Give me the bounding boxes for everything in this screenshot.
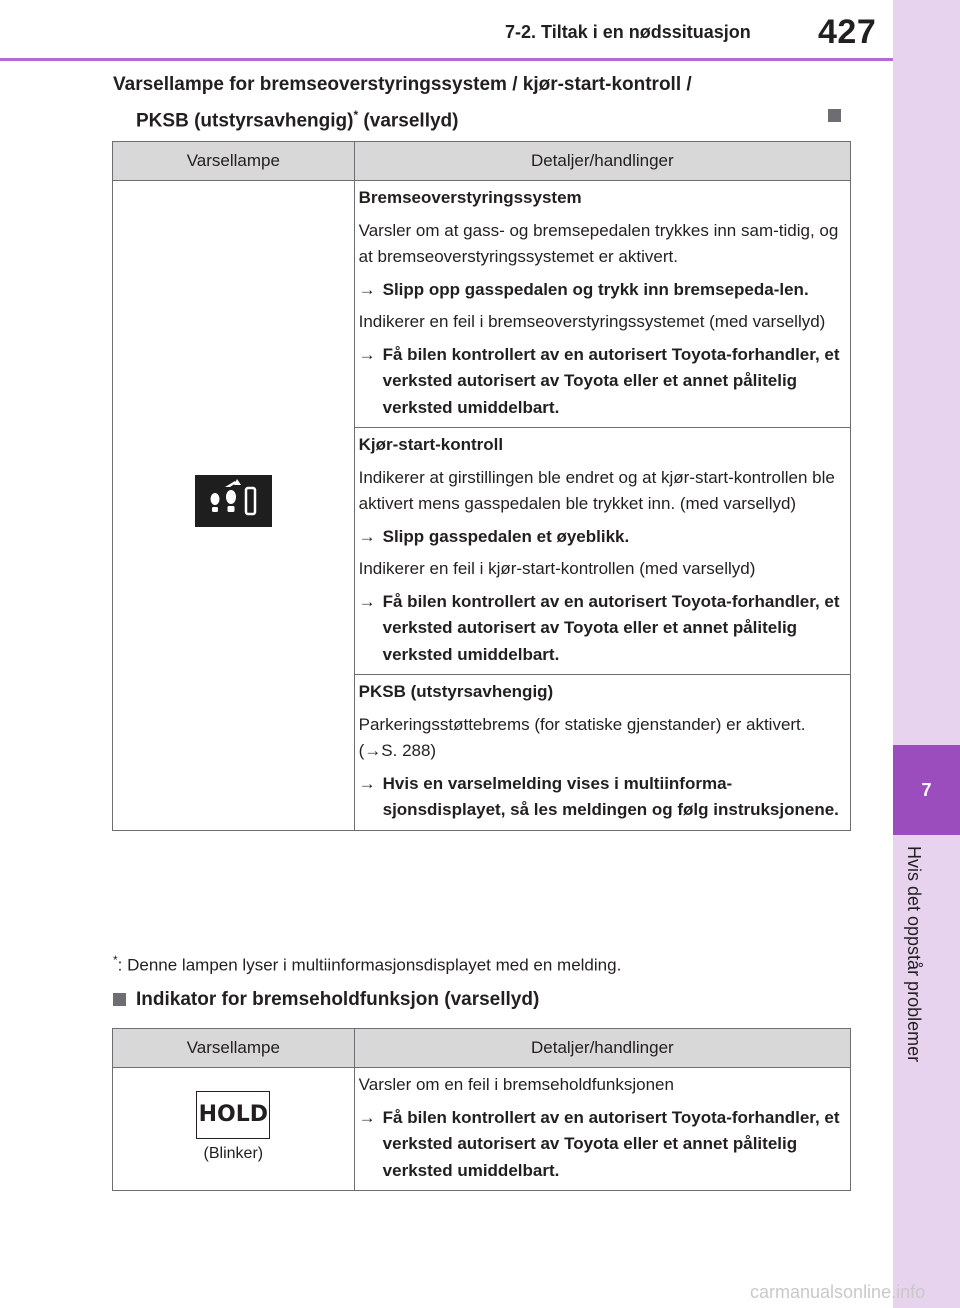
column-header-details: Detaljer/handlinger	[354, 142, 850, 181]
action-item	[359, 1105, 844, 1185]
block-title: PKSB (utstyrsavhengig)	[358, 682, 554, 701]
brake-override-icon-graphic	[195, 475, 272, 527]
section1-title-line1: Varsellampe for bremseoverstyringssystem / kjør-start-kontroll /	[113, 74, 692, 95]
arrow-icon: →	[358, 591, 376, 611]
action-text: Få bilen kontrollert av en autorisert Toyota-forhandler, et verksted autorisert av Toyota eller et annet pålitelig verksted umiddelbart.	[382, 1107, 840, 1180]
block-text: Parkeringsstøttebrems (for statiske gjenstander) er aktivert. (→S. 288)	[358, 714, 806, 760]
action-text: Slipp opp gasspedalen og trykk inn bremsepeda-len.	[382, 279, 809, 299]
block-title: Kjør-start-kontroll	[358, 435, 504, 454]
block-title: Bremseoverstyringssystem	[358, 188, 582, 207]
brake-override-warning-icon	[195, 475, 272, 527]
arrow-icon: →	[358, 773, 376, 793]
action-item	[359, 342, 844, 422]
watermark: carmanualsonline.info	[750, 1282, 926, 1302]
action-text: Få bilen kontrollert av en autorisert Toyota-forhandler, et verksted autorisert av Toyota eller et annet pålitelig verksted umiddelbart.	[382, 344, 840, 417]
table-header-row	[113, 1029, 851, 1068]
details-cell-pksb	[354, 675, 850, 831]
block-text: Varsler om en feil i bremseholdfunksjonen	[358, 1075, 674, 1094]
page-number: 427	[818, 13, 877, 51]
block-text: Varsler om at gass- og bremsepedalen trykkes inn sam-tidig, og at bremseoverstyringssystemet er aktivert.	[358, 220, 839, 266]
action-item	[359, 277, 844, 304]
action-text: Få bilen kontrollert av en autorisert Toyota-forhandler, et verksted autorisert av Toyota eller et annet pålitelig verksted umiddelbart.	[382, 591, 840, 664]
chapter-sidebar	[893, 0, 960, 1308]
section2-title: Indikator for bremseholdfunksjon (varsellyd)	[136, 989, 540, 1010]
arrow-icon: →	[358, 1107, 376, 1127]
action-text: Slipp gasspedalen et øyeblikk.	[382, 526, 630, 546]
section1-title-asterisk: *	[353, 108, 359, 122]
table-header-row	[113, 142, 851, 181]
arrow-icon: →	[358, 344, 376, 364]
lamp-cell	[113, 181, 355, 831]
arrow-icon: →	[358, 279, 376, 299]
section-marker-square	[828, 109, 841, 122]
action-item	[359, 771, 844, 824]
table-row	[113, 1068, 851, 1191]
brake-hold-icon: HOLD	[196, 1091, 270, 1139]
action-item	[359, 589, 844, 669]
section-header: 7-2. Tiltak i en nødssituasjon	[505, 22, 751, 42]
section1-title-main: PKSB (utstyrsavhengig)	[136, 110, 354, 132]
block-text: Indikerer en feil i kjør-start-kontrollen (med varsellyd)	[358, 559, 756, 578]
column-header-details: Detaljer/handlinger	[354, 1029, 850, 1068]
action-item	[359, 524, 844, 551]
footnote-mark: *	[113, 953, 118, 967]
section1-title-line2	[136, 100, 458, 136]
lamp-cell	[113, 1068, 355, 1191]
action-text: Hvis en varselmelding vises i multiinforma-sjonsdisplayet, så les meldingen og følg instruksjonene.	[382, 773, 839, 819]
column-header-lamp: Varsellampe	[113, 142, 355, 181]
chapter-number-tab: 7	[893, 745, 960, 835]
details-cell-brake-override	[354, 181, 850, 428]
details-cell-brake-hold	[354, 1068, 850, 1191]
arrow-icon: →	[358, 526, 376, 546]
block-text: Indikerer at girstillingen ble endret og at kjør-start-kontrollen ble aktivert mens gasspedalen ble trykket inn. (med varsellyd)	[358, 467, 835, 513]
section-marker-square	[113, 993, 126, 1006]
lamp-caption: (Blinker)	[203, 1144, 264, 1162]
header-divider	[0, 58, 893, 61]
chapter-title: Hvis det oppstår problemer	[904, 846, 924, 1063]
table-row	[113, 181, 851, 428]
footnote	[113, 953, 621, 976]
column-header-lamp: Varsellampe	[113, 1029, 355, 1068]
details-cell-drive-start-control	[354, 428, 850, 675]
block-text: Indikerer en feil i bremseoverstyringssystemet (med varsellyd)	[358, 312, 826, 331]
hold-lamp-table	[112, 1028, 851, 1191]
section1-title-tail: (varsellyd)	[358, 110, 459, 132]
warning-lamp-table	[112, 141, 851, 831]
footnote-text: : Denne lampen lyser i multiinformasjonsdisplayet med en melding.	[117, 955, 622, 975]
